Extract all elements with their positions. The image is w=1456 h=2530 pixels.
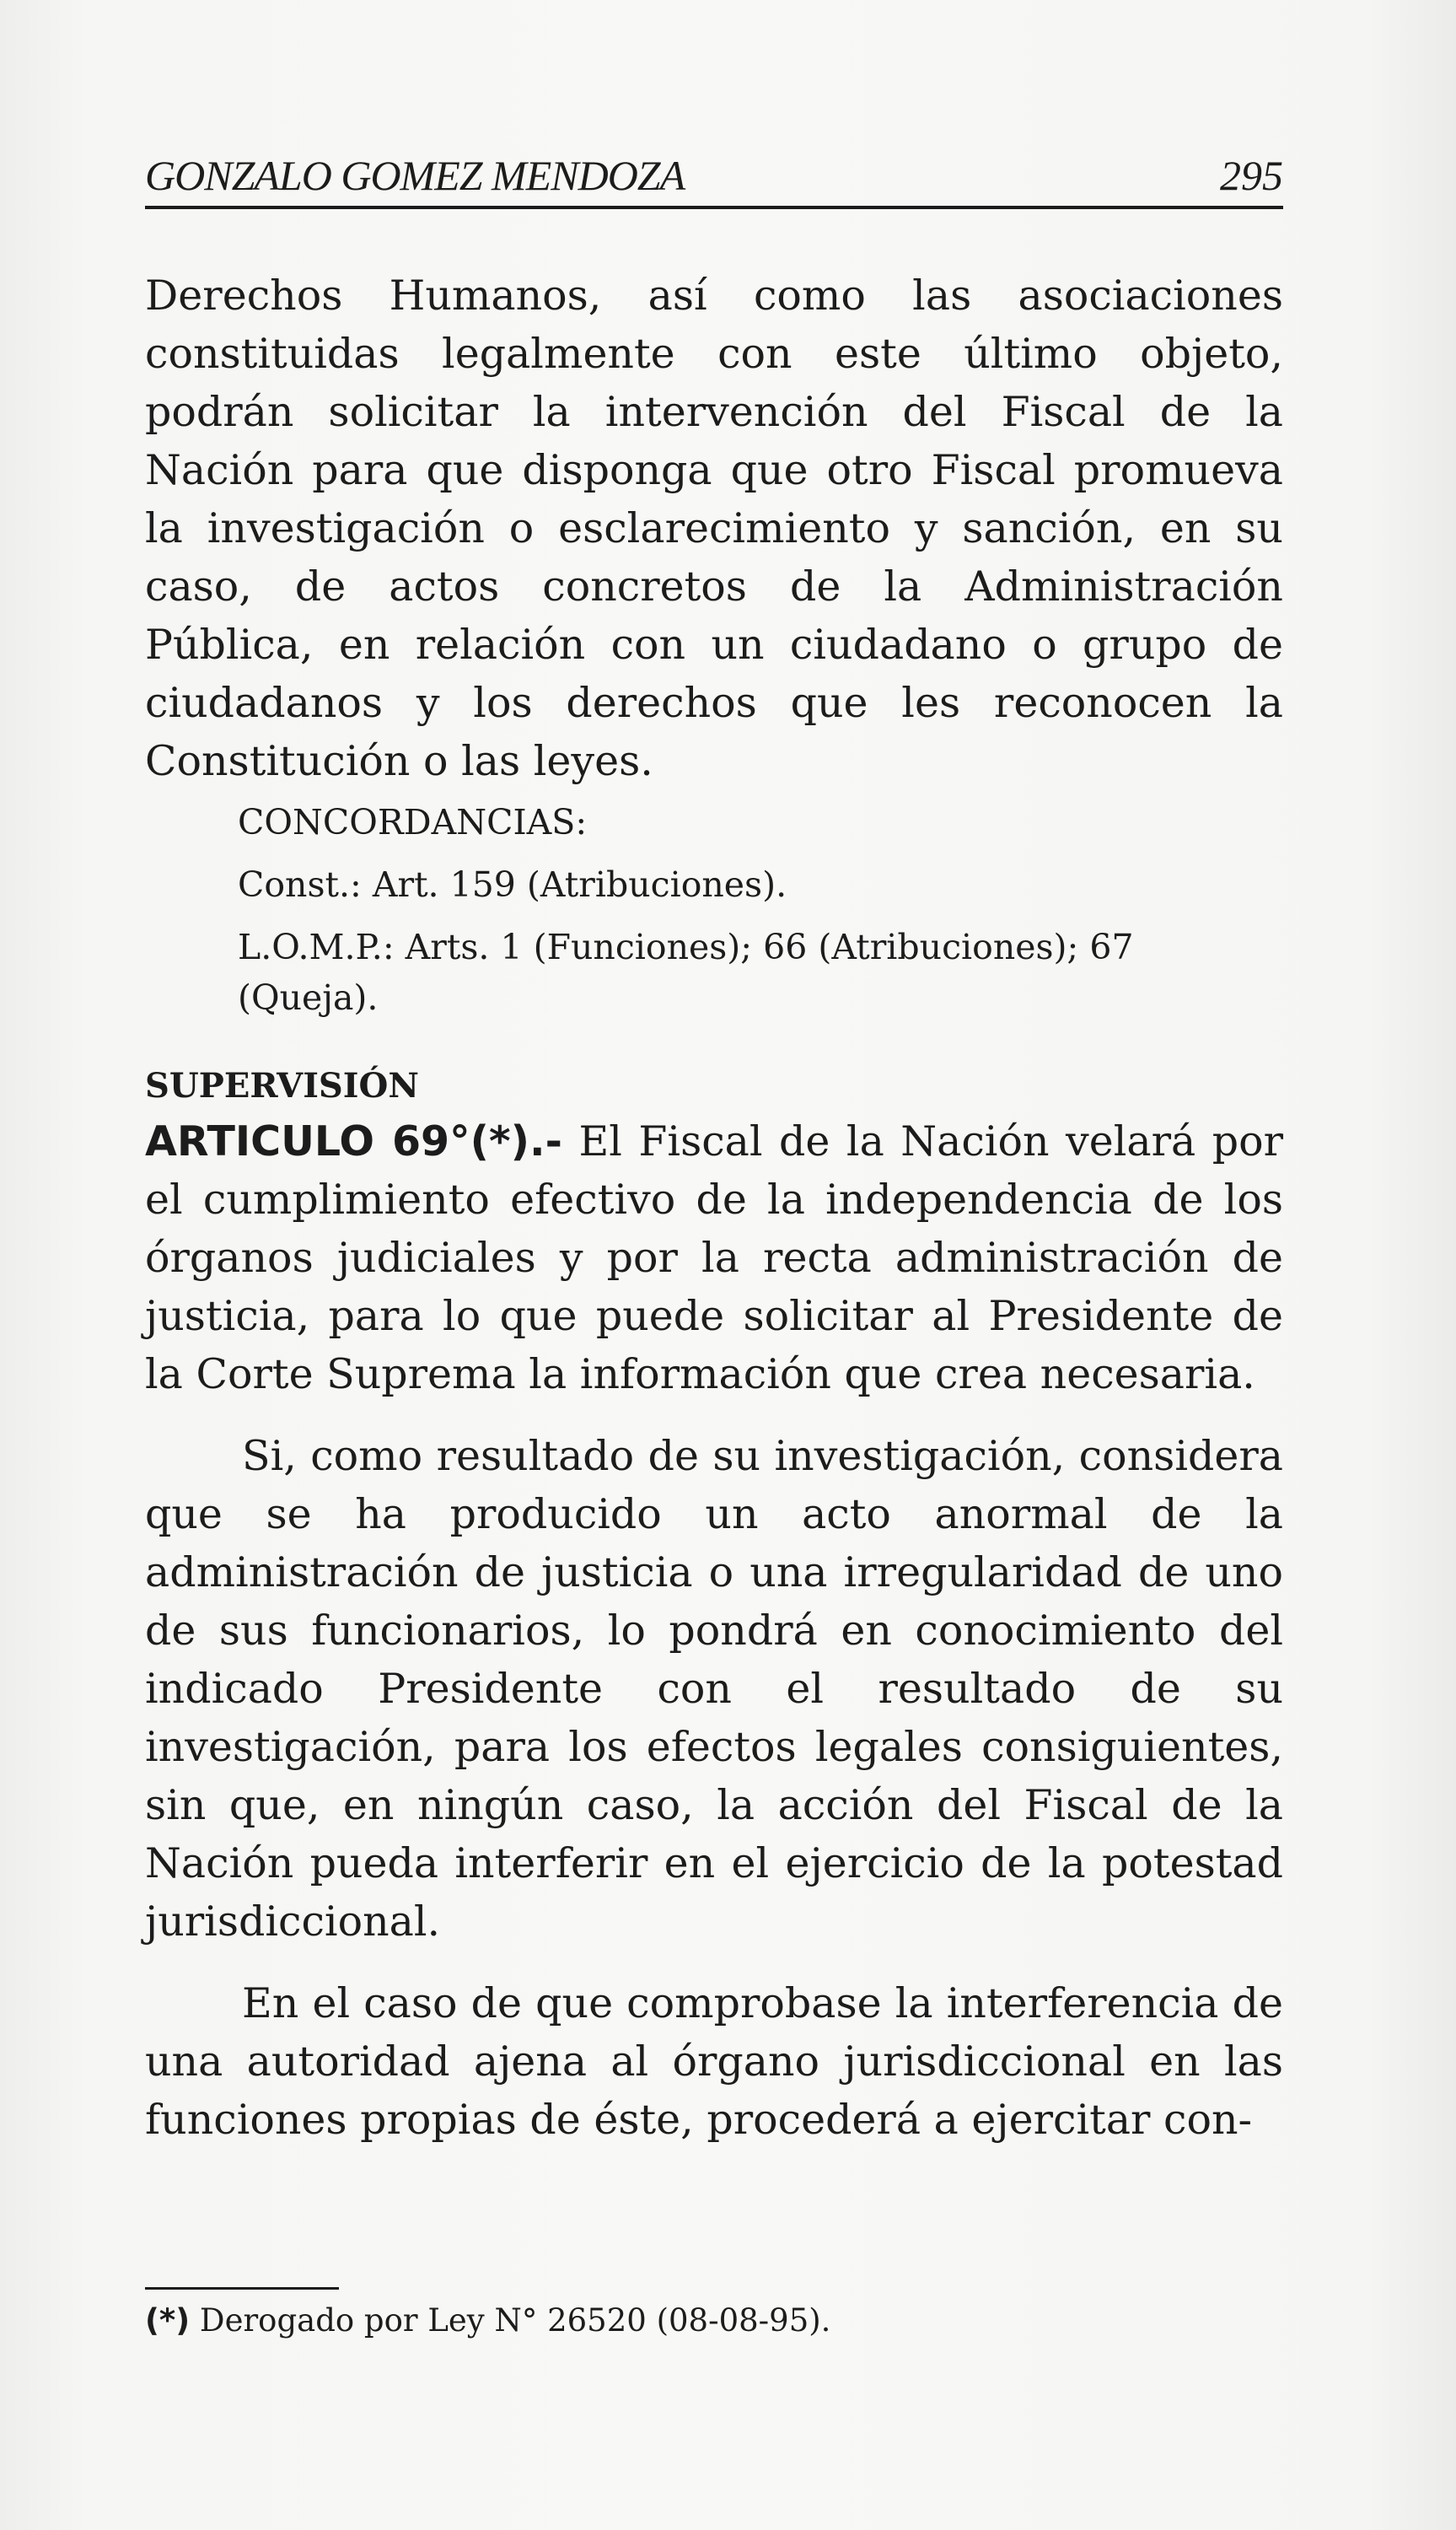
page-body <box>145 266 1283 2149</box>
running-header <box>145 150 1283 209</box>
footnote-mark: (*) <box>145 2302 191 2339</box>
footnote-text: Derogado por Ley N° 26520 (08-08-95). <box>190 2302 831 2339</box>
header-author: GONZALO GOMEZ MENDOZA <box>145 152 685 199</box>
article-69-paragraph <box>145 1112 1283 1403</box>
article-label: ARTICULO 69°(*).- <box>145 1117 563 1165</box>
concordancias-block <box>238 797 1283 1023</box>
concordancias-line-lomp: L.O.M.P.: Arts. 1 (Funciones); 66 (Atribuciones); 67 (Queja). <box>238 927 1134 1018</box>
footnote-rule <box>145 2287 339 2290</box>
paragraph-investigacion: Si, como resultado de su investigación, considera que se ha producido un acto anormal de la administración de justicia o una irregularidad de uno de sus funcionarios, lo pondrá en conocimiento del indicado Presidente con el resultado de su investigación, para los efectos legales consiguientes, sin que, en ningún caso, la acción del Fiscal de la Nación pueda interferir en el ejercicio de la potestad jurisdiccional. <box>145 1432 1283 1946</box>
concordancias-label: CONCORDANCIAS: <box>238 802 588 842</box>
concordancias-line-const: Const.: Art. 159 (Atribuciones). <box>238 864 787 905</box>
article-text: El Fiscal de la Nación velará por el cumplimiento efectivo de la independencia de los órganos judiciales y por la recta administración de justicia, para lo que puede solicitar al Presidente de la Corte Suprema la información que crea necesaria. <box>145 1117 1283 1398</box>
paragraph-interferencia: En el caso de que comprobase la interferencia de una autoridad ajena al órgano jurisdiccional en las funciones propias de éste, procederá a ejercitar con- <box>145 1979 1283 2144</box>
section-heading: SUPERVISIÓN <box>145 1066 419 1106</box>
page-number: 295 <box>1220 152 1283 199</box>
paragraph-derechos-humanos: Derechos Humanos, así como las asociaciones constituidas legalmente con este último objeto, podrán solicitar la intervención del Fiscal de la Nación para que disponga que otro Fiscal promueva la investigación o esclarecimiento y sanción, en su caso, de actos concretos de la Administración Pública, en relación con un ciudadano o grupo de ciudadanos y los derechos que les reconocen la Constitución o las leyes. <box>145 272 1283 785</box>
footnote <box>145 2287 1283 2342</box>
